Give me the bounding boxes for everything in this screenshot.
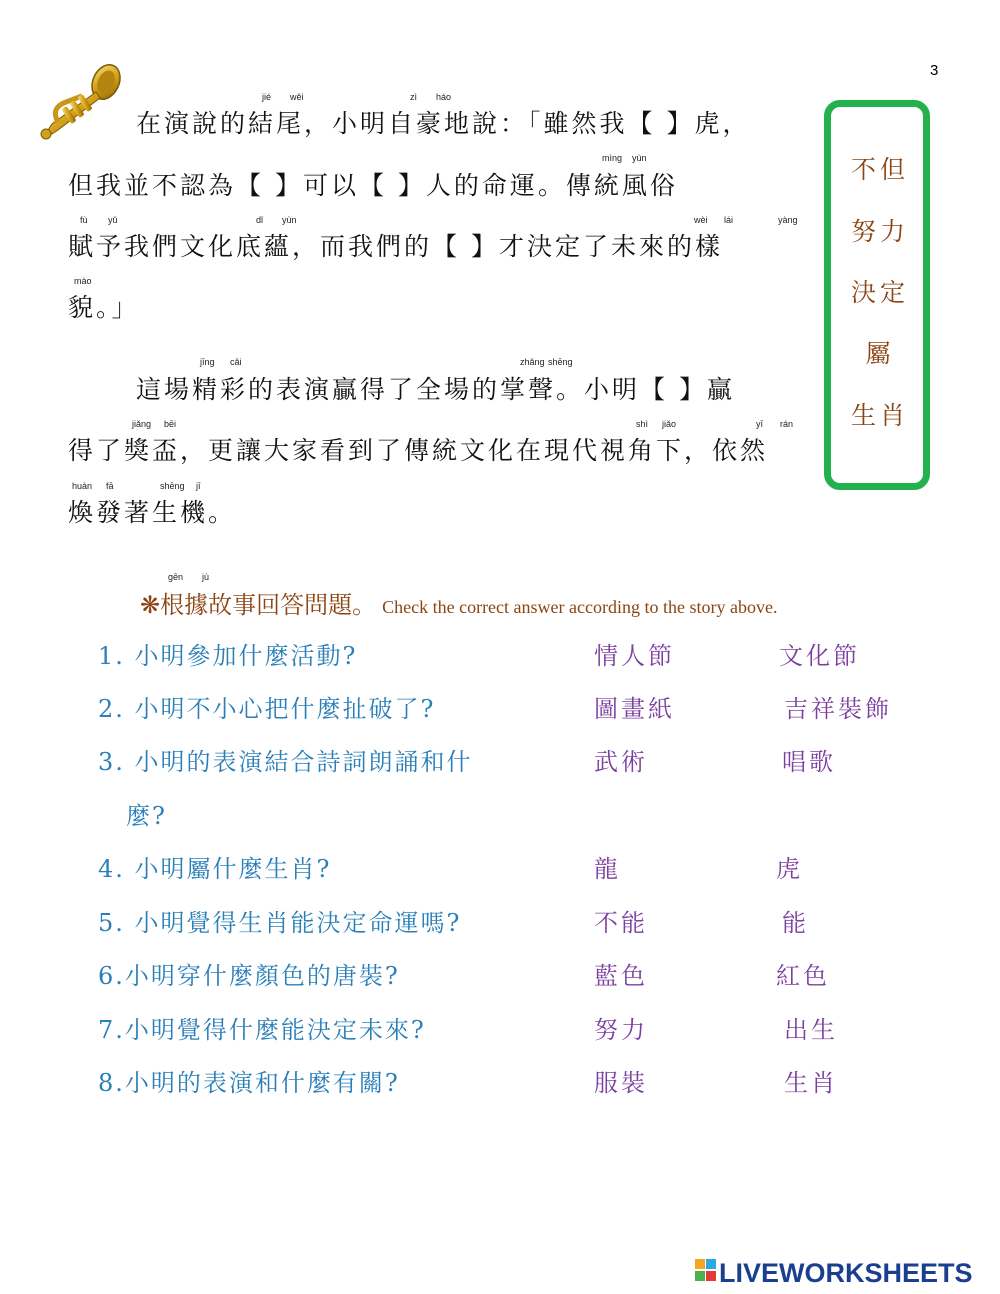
page-number: 3	[930, 62, 939, 79]
pinyin: wèi	[694, 215, 708, 225]
pinyin: huàn	[72, 481, 93, 491]
question-text: 2. 小明不小心把什麼扯破了?	[98, 695, 436, 723]
trumpet-icon	[36, 62, 122, 144]
pinyin: jiǎng	[132, 419, 152, 429]
question-text: 8.小明的表演和什麼有關?	[98, 1069, 400, 1097]
answer-option[interactable]: 虎	[776, 855, 803, 883]
answer-option[interactable]: 不能	[594, 909, 648, 937]
word-bank-item[interactable]: 生肖	[850, 401, 909, 430]
answer-option[interactable]: 吉祥裝飾	[784, 695, 892, 723]
passage-line: 賦予我們文化底蘊，而我們的【 】才決定了未來的樣	[68, 232, 723, 261]
instructions-chinese: ❋根據故事回答問題。	[140, 591, 377, 619]
pinyin: jiǎo	[662, 419, 677, 429]
instructions-english: Check the correct answer according to the story above.	[382, 597, 778, 617]
passage-line: 在演說的結尾，小明自豪地說：「雖然我【 】虎，	[136, 109, 751, 138]
pinyin: jī	[196, 481, 201, 491]
answer-option[interactable]: 服裝	[594, 1069, 648, 1097]
pinyin: fù	[80, 215, 88, 225]
answer-option[interactable]: 龍	[594, 855, 621, 883]
pinyin: mào	[74, 276, 92, 286]
pinyin: mìng	[602, 153, 623, 163]
question-text: 3. 小明的表演結合詩詞朗誦和什	[98, 748, 473, 776]
pinyin: fā	[106, 481, 114, 491]
answer-option[interactable]: 武術	[594, 748, 648, 776]
pinyin: shì	[636, 419, 649, 429]
answer-option[interactable]: 藍色	[594, 962, 648, 990]
pinyin: yàng	[778, 215, 798, 225]
question-text: 6.小明穿什麼顏色的唐裝?	[98, 962, 400, 990]
pinyin: zhǎng	[520, 357, 545, 367]
pinyin: yùn	[282, 215, 297, 225]
passage-line: 這場精彩的表演贏得了全場的掌聲。小明【 】贏	[136, 375, 735, 404]
word-bank-item[interactable]: 決定	[850, 278, 909, 307]
pinyin: bēi	[164, 419, 177, 429]
question-text: 5. 小明覺得生肖能決定命運嗎?	[98, 909, 462, 937]
answer-option[interactable]: 情人節	[594, 642, 675, 670]
answer-option[interactable]: 唱歌	[782, 748, 836, 776]
logo-text: LIVEWORKSHEETS	[719, 1258, 973, 1285]
pinyin: shēng	[548, 357, 573, 367]
passage-line: 煥發著生機。	[68, 498, 237, 527]
pinyin: rán	[780, 419, 794, 429]
pinyin: shēng	[160, 481, 185, 491]
answer-option[interactable]: 文化節	[779, 642, 860, 670]
pinyin: gēn	[168, 572, 184, 582]
pinyin: yī	[756, 419, 764, 429]
pinyin: jīng	[200, 357, 215, 367]
question-text: 1. 小明參加什麼活動?	[98, 642, 358, 670]
word-bank-item[interactable]: 努力	[850, 217, 909, 246]
passage-line: 得了獎盃，更讓大家看到了傳統文化在現代視角下，依然	[68, 436, 769, 465]
question-text-continued: 麼?	[126, 802, 167, 830]
instructions	[140, 585, 777, 620]
pinyin: jié	[262, 92, 272, 102]
pinyin: cǎi	[230, 357, 242, 367]
answer-option[interactable]: 努力	[594, 1016, 648, 1044]
answer-option[interactable]: 生肖	[784, 1069, 838, 1097]
pinyin: dǐ	[256, 215, 264, 225]
pinyin: lái	[724, 215, 734, 225]
liveworksheets-logo	[693, 1255, 993, 1285]
pinyin: jù	[202, 572, 210, 582]
answer-option[interactable]: 出生	[784, 1016, 838, 1044]
pinyin: zì	[410, 92, 418, 102]
pinyin: yùn	[632, 153, 647, 163]
question-text: 7.小明覺得什麼能決定未來?	[98, 1016, 426, 1044]
pinyin: wěi	[290, 92, 304, 102]
passage-line: 貌。」	[68, 293, 140, 322]
pinyin: yǔ	[108, 215, 118, 225]
answer-option[interactable]: 能	[782, 909, 809, 937]
question-text: 4. 小明屬什麼生肖?	[98, 855, 332, 883]
word-bank-item[interactable]: 屬	[865, 339, 895, 368]
answer-option[interactable]: 圖畫紙	[594, 695, 675, 723]
passage-line: 但我並不認為【 】可以【 】人的命運。傳統風俗	[68, 171, 678, 200]
word-bank-item[interactable]: 不但	[850, 155, 909, 184]
pinyin: háo	[436, 92, 452, 102]
answer-option[interactable]: 紅色	[776, 962, 830, 990]
